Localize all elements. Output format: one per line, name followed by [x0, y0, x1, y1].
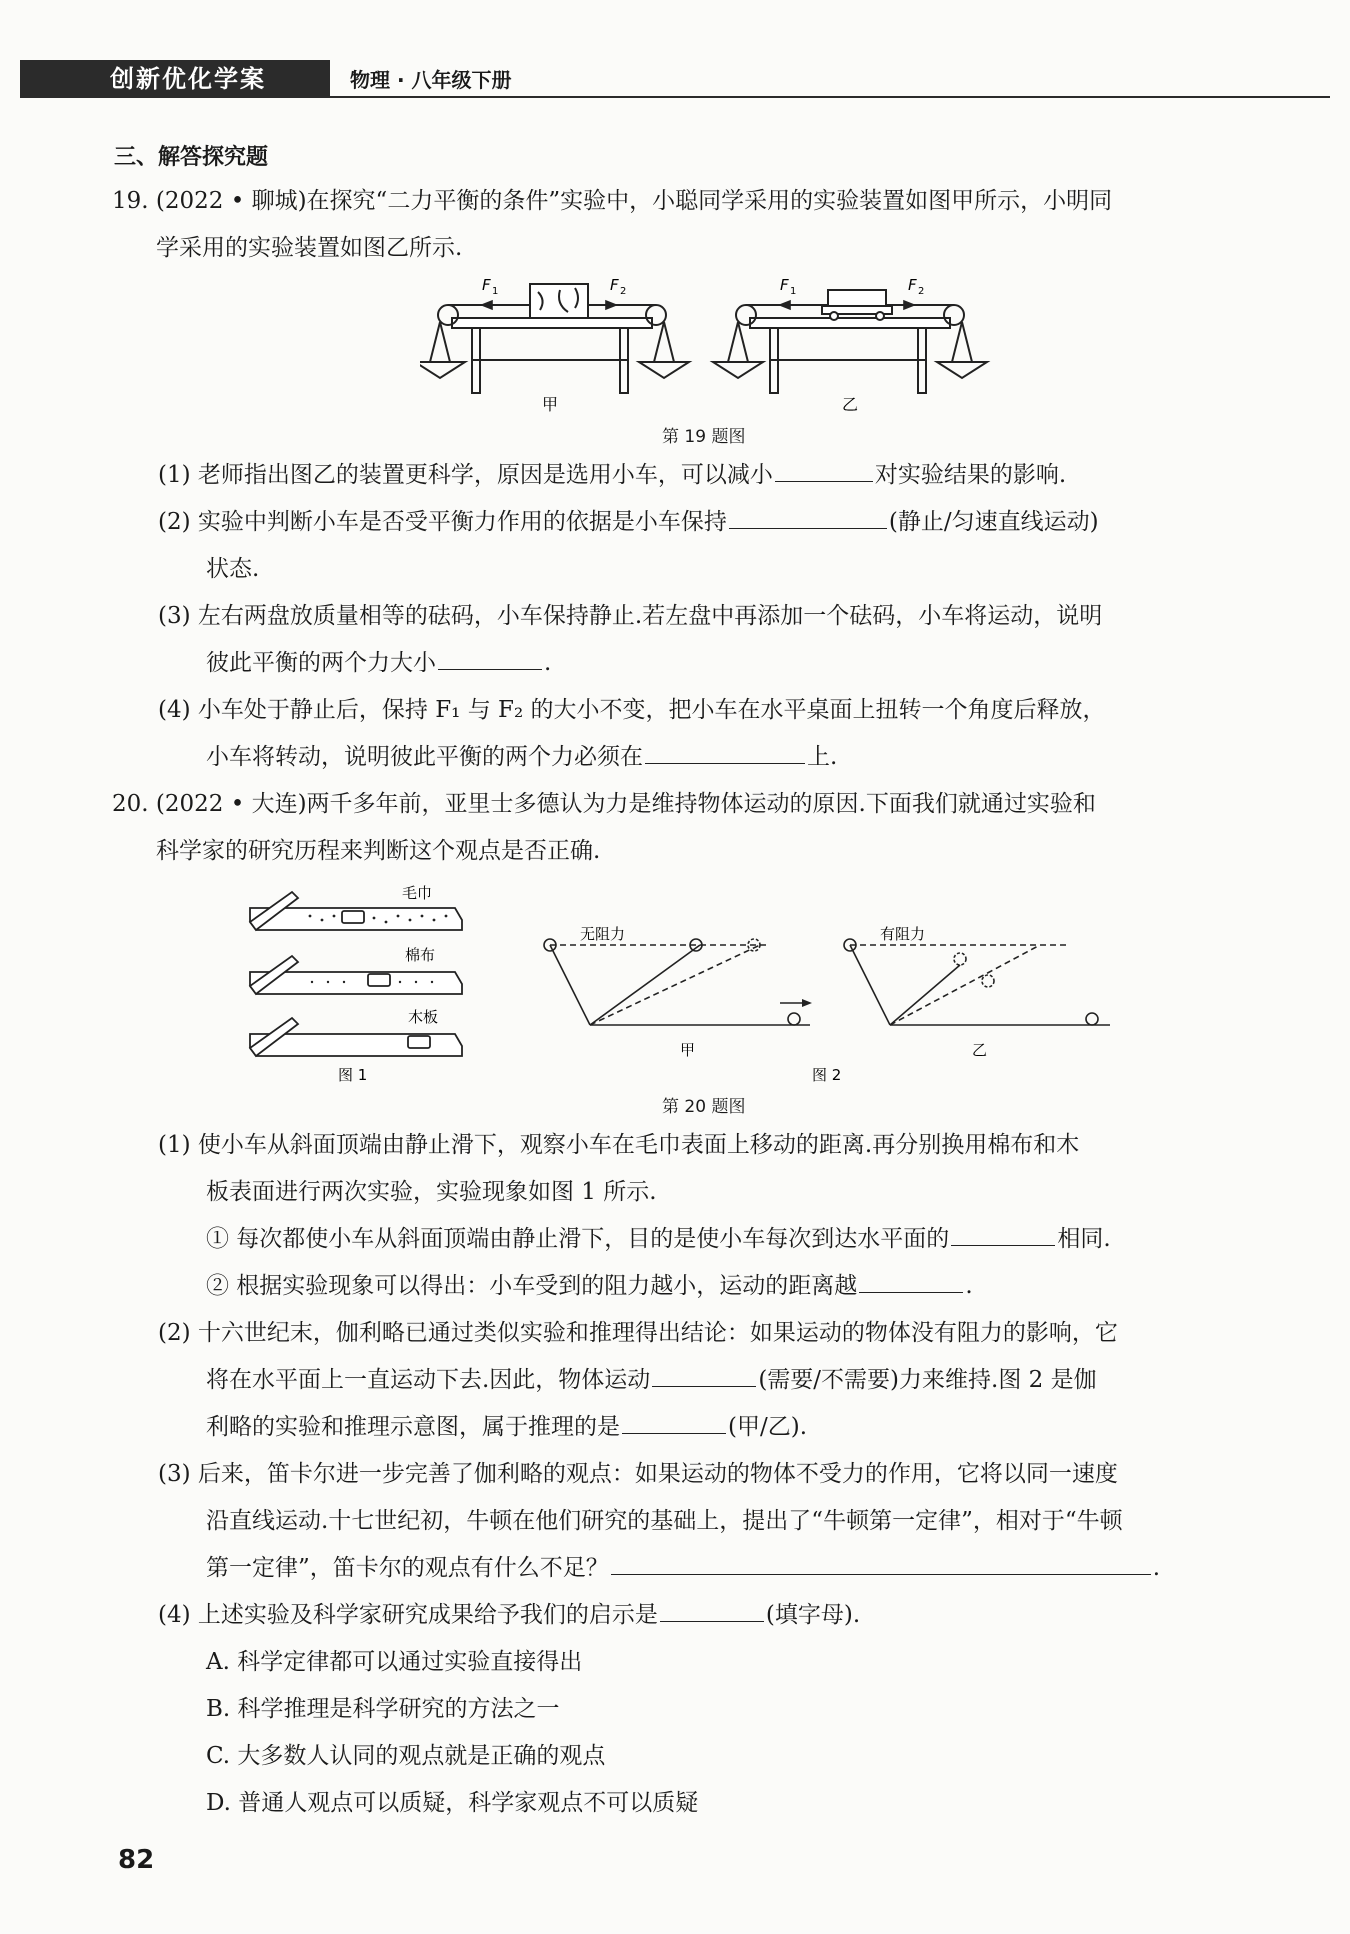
yi-f2-label: F [908, 276, 917, 294]
q20-part3-line3 [206, 1545, 1160, 1592]
section-title: 三、解答探究题 [114, 145, 269, 170]
q20-part3-line2: 沿直线运动.十七世纪初，牛顿在他们研究的基础上，提出了“牛顿第一定律”，相对于“牛顿 [206, 1508, 1123, 1534]
q20-part2-line3 [206, 1404, 807, 1451]
q19-part4-blank[interactable] [645, 737, 805, 764]
q20-part3-line1: (3) 后来，笛卡尔进一步完善了伽利略的观点：如果运动的物体不受力的作用，它将以同一速度 [158, 1461, 1118, 1487]
q19-part4-text: 小车将转动，说明彼此平衡的两个力必须在 [206, 744, 643, 770]
q20-part4-blank[interactable] [660, 1595, 764, 1622]
q20-part2-blank1[interactable] [652, 1360, 756, 1387]
q20-part3-line3-tail: . [1152, 1555, 1161, 1581]
fig2-jia-label: 甲 [680, 1041, 696, 1059]
q20-option-b: B. 科学推理是科学研究的方法之一 [206, 1696, 560, 1722]
q20-part1-sub1-tail: 相同. [1057, 1226, 1111, 1252]
yi-f2-sub: 2 [918, 286, 925, 297]
q19-part2-blank[interactable] [729, 502, 887, 529]
q20-part1-sub1-blank[interactable] [951, 1219, 1055, 1246]
q19-stem-line1: 19. (2022 • 聊城)在探究“二力平衡的条件”实验中，小聪同学采用的实验装置如图甲所示，小明同 [112, 188, 1113, 214]
q20-figure2 [540, 905, 1120, 1085]
apparatus-jia [420, 284, 689, 393]
q20-part1-line1: (1) 使小车从斜面顶端由静止滑下，观察小车在毛巾表面上移动的距离.再分别换用棉布和木 [158, 1132, 1080, 1158]
q19-figure [420, 270, 1000, 415]
q19-part4-line1: (4) 小车处于静止后，保持 F₁ 与 F₂ 的大小不变，把小车在水平桌面上扭转一个角度后释放， [158, 697, 1106, 723]
q20-option-c: C. 大多数人认同的观点就是正确的观点 [206, 1743, 606, 1769]
q20-part2-blank2[interactable] [622, 1407, 726, 1434]
q20-part2-line3-text: 利略的实验和推理示意图，属于推理的是 [206, 1414, 620, 1440]
q19-part4-tail: 上. [807, 744, 838, 770]
fig-label-jia: 甲 [542, 395, 559, 414]
towel-label: 毛巾 [402, 884, 433, 902]
no-resistance-label: 无阻力 [580, 925, 626, 943]
subject-title: 物理 · 八年级下册 [350, 68, 512, 92]
q20-part4-tail: (填字母). [765, 1602, 861, 1628]
q19-part3-tail: . [544, 650, 552, 676]
jia-f1-label: F [482, 276, 491, 294]
q20-part2-line2-tail: (需要/不需要)力来维持.图 2 是伽 [758, 1367, 1097, 1393]
q20-part3-line3-text: 第一定律”，笛卡尔的观点有什么不足？ [206, 1555, 609, 1581]
wood-label: 木板 [408, 1008, 439, 1026]
q20-part1-sub2-blank[interactable] [859, 1266, 963, 1293]
q20-part1-sub1-text: ① 每次都使小车从斜面顶端由静止滑下，目的是使小车每次到达水平面的 [206, 1226, 950, 1252]
fig2-label: 图 2 [812, 1066, 842, 1084]
page-number: 82 [118, 1845, 155, 1875]
q20-part1-sub1 [206, 1216, 1111, 1263]
jia-f2-sub: 2 [620, 286, 627, 297]
q19-part1-tail: 对实验结果的影响. [874, 462, 1067, 488]
q20-part2-line2-text: 将在水平面上一直运动下去.因此，物体运动 [206, 1367, 651, 1393]
q20-stem-line1: 20. (2022 • 大连)两千多年前，亚里士多德认为力是维持物体运动的原因.下面我们就通过实验和 [112, 791, 1096, 817]
q19-part4-line2 [206, 734, 837, 781]
q20-figure1 [240, 880, 470, 1085]
q20-part2-line3-tail: (甲/乙). [728, 1414, 808, 1440]
resistance-label: 有阻力 [880, 925, 926, 943]
q19-part3-line1: (3) 左右两盘放质量相等的砝码，小车保持静止.若左盘中再添加一个砝码，小车将运动，说明 [158, 603, 1103, 629]
q19-part2-text: (2) 实验中判断小车是否受平衡力作用的依据是小车保持 [158, 509, 727, 535]
page-header [20, 56, 1330, 102]
q19-part3-line2 [206, 640, 551, 687]
jia-f2-label: F [610, 276, 619, 294]
q19-part2 [158, 499, 1099, 546]
q20-part2-line1: (2) 十六世纪末，伽利略已通过类似实验和推理得出结论：如果运动的物体没有阻力的影响，它 [158, 1320, 1118, 1346]
q20-part4-text: (4) 上述实验及科学家研究成果给予我们的启示是 [158, 1602, 658, 1628]
q19-part2-options: (静止/匀速直线运动) [888, 509, 1099, 535]
fig2-yi-label: 乙 [972, 1041, 988, 1059]
q19-part3-blank[interactable] [438, 643, 542, 670]
apparatus-yi [713, 290, 987, 393]
fig1-label: 图 1 [338, 1066, 368, 1084]
q20-part1-sub2-tail: . [965, 1273, 973, 1299]
q20-part4 [158, 1592, 860, 1639]
q20-part3-blank[interactable] [611, 1548, 1151, 1575]
jia-f1-sub: 1 [492, 286, 499, 297]
q20-stem-line2: 科学家的研究历程来判断这个观点是否正确. [156, 838, 601, 864]
q19-caption: 第 19 题图 [662, 427, 746, 447]
q20-part1-line2: 板表面进行两次实验，实验现象如图 1 所示. [206, 1179, 657, 1205]
yi-f1-label: F [780, 276, 789, 294]
q19-stem-line2: 学采用的实验装置如图乙所示. [156, 235, 463, 261]
q20-part2-line2 [206, 1357, 1097, 1404]
q20-option-d: D. 普通人观点可以质疑，科学家观点不可以质疑 [206, 1790, 699, 1816]
q19-part1 [158, 452, 1066, 499]
q20-part1-sub2-text: ② 根据实验现象可以得出：小车受到的阻力越小，运动的距离越 [206, 1273, 858, 1299]
q19-part3-text: 彼此平衡的两个力大小 [206, 650, 436, 676]
q19-part1-text: (1) 老师指出图乙的装置更科学，原因是选用小车，可以减小 [158, 462, 773, 488]
cotton-label: 棉布 [405, 946, 436, 964]
brand-banner: 创新优化学案 [20, 60, 330, 98]
header-rule [330, 96, 1330, 98]
q20-caption: 第 20 题图 [662, 1097, 746, 1117]
yi-f1-sub: 1 [790, 286, 797, 297]
q19-part2-line2: 状态. [206, 556, 260, 582]
q19-part1-blank[interactable] [775, 455, 873, 482]
fig-label-yi: 乙 [842, 395, 859, 414]
q20-part1-sub2 [206, 1263, 973, 1310]
q20-option-a: A. 科学定律都可以通过实验直接得出 [206, 1649, 583, 1675]
